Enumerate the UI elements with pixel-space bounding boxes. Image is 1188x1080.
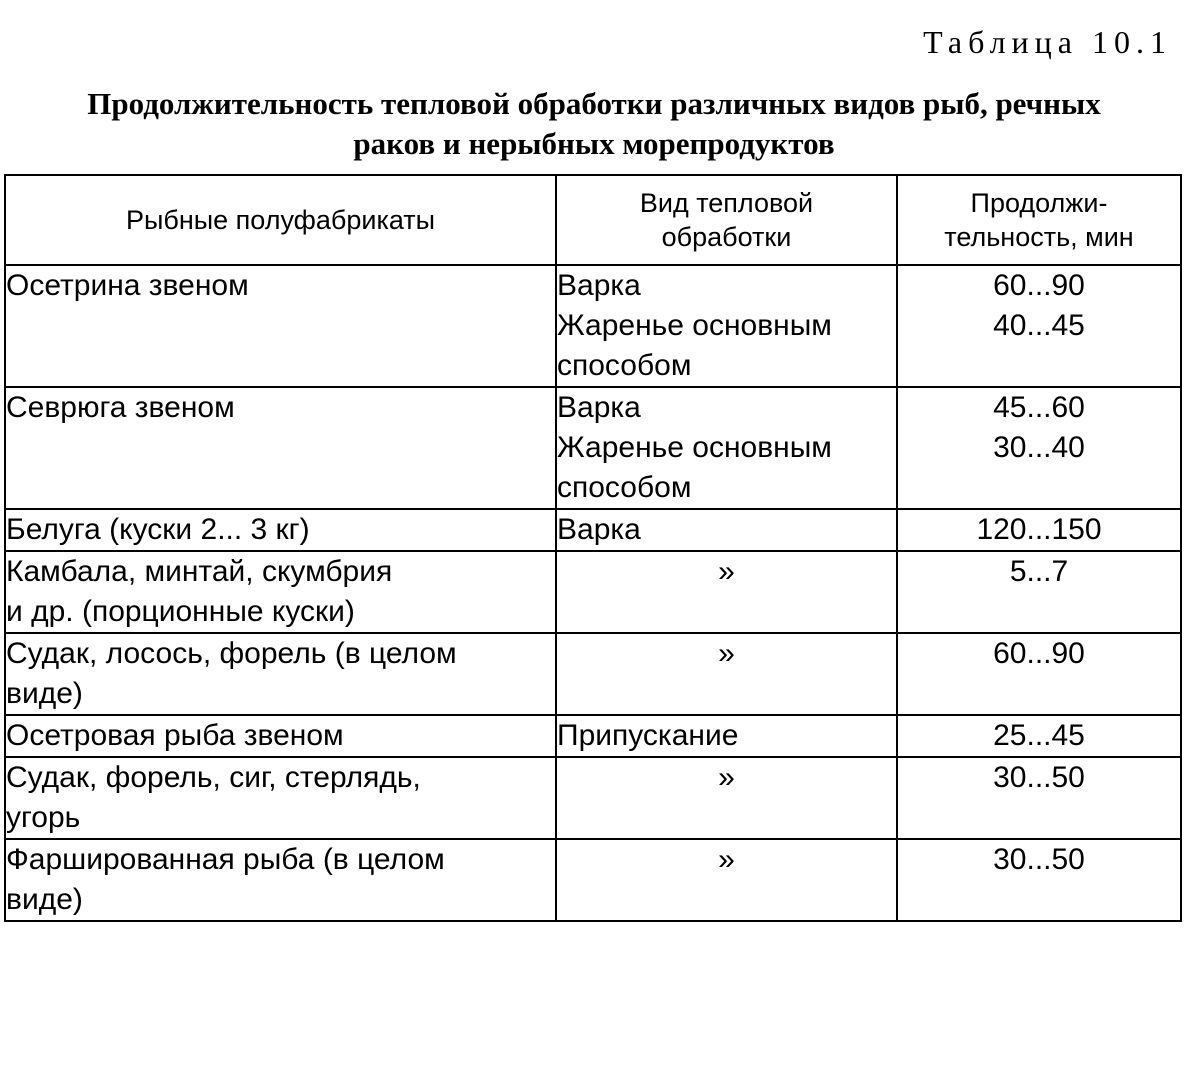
cell-product xyxy=(5,633,556,715)
cell-duration xyxy=(897,839,1181,921)
cell-method xyxy=(556,509,897,551)
table-body xyxy=(5,265,1181,921)
cell-duration xyxy=(897,757,1181,839)
cell-duration xyxy=(897,633,1181,715)
table-row xyxy=(5,757,1181,839)
header-duration-line: тельность, мин xyxy=(944,222,1134,252)
cell-method xyxy=(556,839,897,921)
table-row xyxy=(5,633,1181,715)
cell-duration-line: 120...150 xyxy=(976,513,1102,546)
cell-duration-line: 30...50 xyxy=(993,843,1085,876)
cell-method-line: » xyxy=(718,843,735,876)
cell-method-line: способом xyxy=(557,349,692,382)
header-products xyxy=(5,175,556,265)
table-header-row xyxy=(5,175,1181,265)
cell-product-line: Камбала, минтай, скумбрия xyxy=(6,555,393,588)
cell-duration-line: 30...40 xyxy=(993,431,1085,464)
header-method-line: обработки xyxy=(661,222,792,252)
cell-duration-line: 25...45 xyxy=(993,719,1085,752)
cell-product xyxy=(5,839,556,921)
cell-product-line: Судак, форель, сиг, стерлядь, xyxy=(6,761,421,794)
cell-product-line: виде) xyxy=(6,883,83,916)
cell-duration-line: 60...90 xyxy=(993,269,1085,302)
header-method-line: Вид тепловой xyxy=(639,188,814,218)
cell-duration-line: 45...60 xyxy=(993,391,1085,424)
cell-duration xyxy=(897,551,1181,633)
header-duration xyxy=(897,175,1181,265)
table-row xyxy=(5,715,1181,757)
cell-product-line: Фаршированная рыба (в целом xyxy=(6,843,445,876)
cell-method xyxy=(556,387,897,509)
cell-method-line: Варка xyxy=(557,513,641,546)
table-row xyxy=(5,265,1181,387)
cell-duration xyxy=(897,387,1181,509)
cell-method-line: Припускание xyxy=(557,719,739,752)
cell-method-line: » xyxy=(718,761,735,794)
cell-method xyxy=(556,757,897,839)
cell-product xyxy=(5,715,556,757)
cell-duration-line: 5...7 xyxy=(1009,555,1069,588)
cell-product xyxy=(5,551,556,633)
header-duration-line: Продолжи- xyxy=(970,188,1108,218)
cell-method xyxy=(556,715,897,757)
header-method xyxy=(556,175,897,265)
cell-product-line: Осетровая рыба звеном xyxy=(6,719,344,752)
cell-duration-line: 30...50 xyxy=(993,761,1085,794)
cell-product-line: виде) xyxy=(6,677,83,710)
cell-duration xyxy=(897,509,1181,551)
cell-duration-line: 60...90 xyxy=(993,637,1085,670)
cell-duration-line: 40...45 xyxy=(993,309,1085,342)
cell-product-line: и др. (порционные куски) xyxy=(6,595,355,628)
table-title-line-1: Продолжительность тепловой обработки различных видов рыб, речных xyxy=(87,86,1101,121)
cell-method-line: » xyxy=(718,637,735,670)
cell-method-line: Варка xyxy=(557,269,641,302)
table-row xyxy=(5,509,1181,551)
cell-method xyxy=(556,633,897,715)
cooking-time-table xyxy=(4,174,1182,922)
table-number: Таблица 10.1 xyxy=(923,24,1172,60)
cell-product-line: Судак, лосось, форель (в целом xyxy=(6,637,457,670)
cell-method xyxy=(556,265,897,387)
cell-method xyxy=(556,551,897,633)
cell-product xyxy=(5,265,556,387)
cell-product-line: Севрюга звеном xyxy=(6,391,235,424)
cell-method-line: способом xyxy=(557,471,692,504)
cell-product-line: Осетрина звеном xyxy=(6,269,249,302)
cell-duration xyxy=(897,715,1181,757)
table-row xyxy=(5,387,1181,509)
table-row xyxy=(5,551,1181,633)
cell-method-line: » xyxy=(718,555,735,588)
cell-method-line: Жаренье основным xyxy=(557,431,832,464)
cell-product-line: угорь xyxy=(6,801,81,834)
cell-product xyxy=(5,387,556,509)
header-products-line: Рыбные полуфабрикаты xyxy=(125,205,436,235)
cell-product xyxy=(5,757,556,839)
cell-method-line: Жаренье основным xyxy=(557,309,832,342)
cell-product-line: Белуга (куски 2... 3 кг) xyxy=(6,513,310,546)
table-row xyxy=(5,839,1181,921)
cell-method-line: Варка xyxy=(557,391,641,424)
table-title-line-2: раков и нерыбных морепродуктов xyxy=(353,126,835,161)
cell-product xyxy=(5,509,556,551)
cell-duration xyxy=(897,265,1181,387)
table-title xyxy=(0,84,1188,164)
